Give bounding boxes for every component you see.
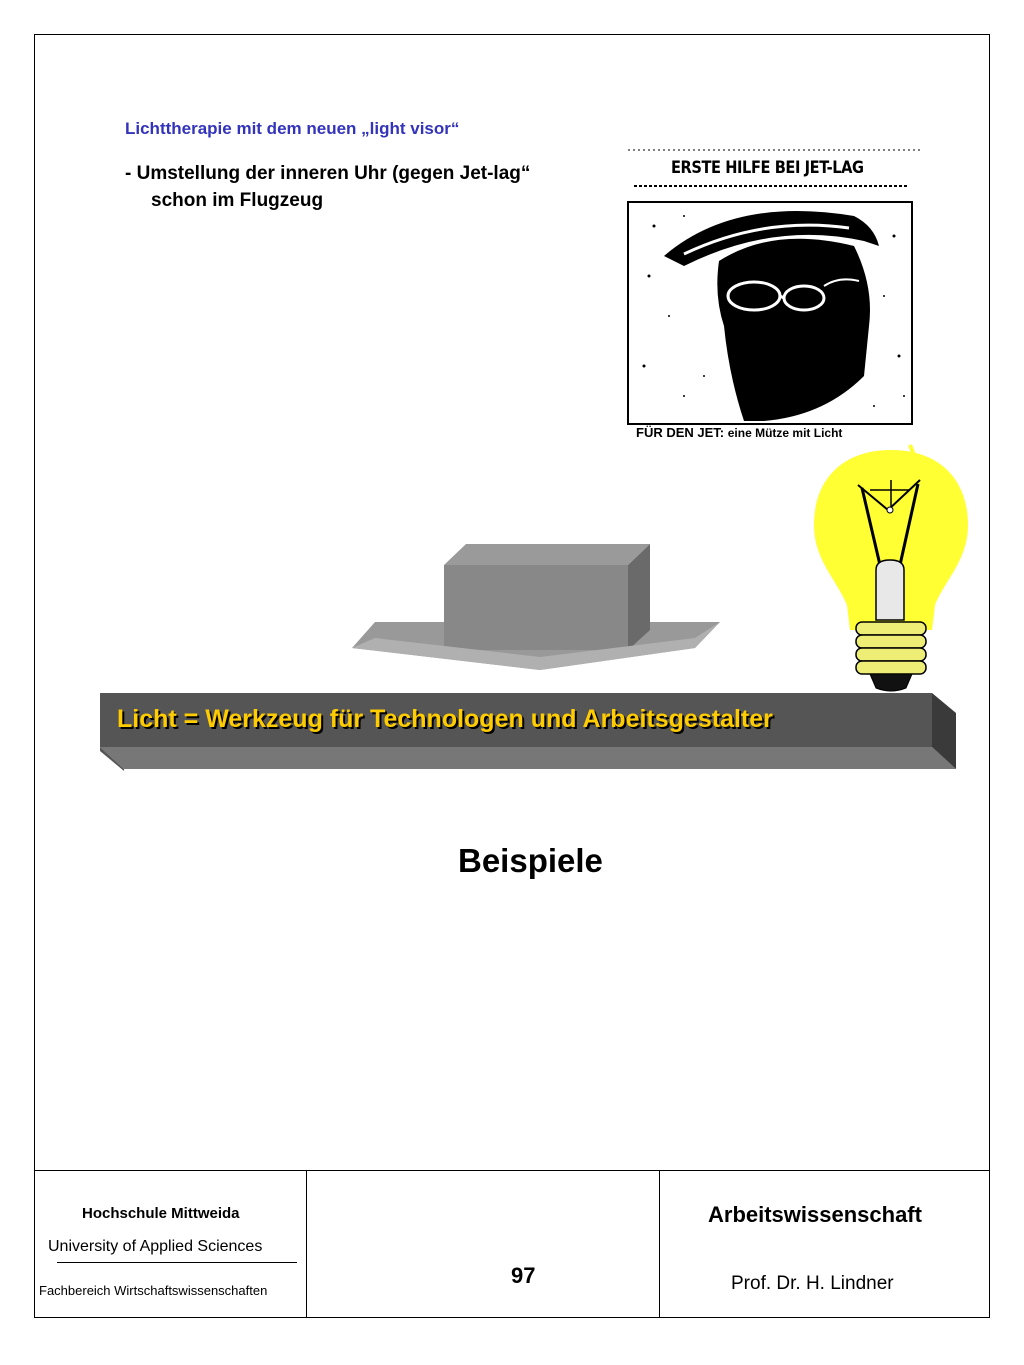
photo-caption-bold: FÜR DEN JET: (636, 425, 725, 440)
bullet-line-2: schon im Flugzeug (151, 190, 324, 211)
footer-university: University of Applied Sciences (48, 1238, 263, 1255)
photo-caption (636, 425, 842, 440)
photo-caption-rest: eine Mütze mit Licht (727, 426, 843, 440)
footer-divider (34, 1170, 990, 1171)
footer-school: Hochschule Mittweida (82, 1205, 240, 1222)
footer-column-divider (306, 1170, 307, 1318)
bullet-line-1: - Umstellung der inneren Uhr (gegen Jet-lag“ (125, 163, 531, 184)
slide-title: Lichttherapie mit dem neuen „light visor“ (125, 119, 460, 138)
footer-professor: Prof. Dr. H. Lindner (731, 1273, 894, 1294)
section-heading: Beispiele (458, 842, 603, 879)
photo-headline: ERSTE HILFE BEI JET-LAG (671, 158, 864, 178)
footer-rule (57, 1262, 297, 1263)
jetlag-photo (624, 146, 924, 456)
footer-column-divider (659, 1170, 660, 1318)
light-bulb-icon (810, 440, 972, 695)
footer-department: Fachbereich Wirtschaftswissenschaften (39, 1283, 268, 1298)
banner-text: Licht = Werkzeug für Technologen und Arbeitsgestalter (117, 705, 773, 733)
down-arrow-shape (350, 540, 745, 675)
footer-course: Arbeitswissenschaft (708, 1202, 922, 1227)
page-number: 97 (511, 1263, 536, 1288)
